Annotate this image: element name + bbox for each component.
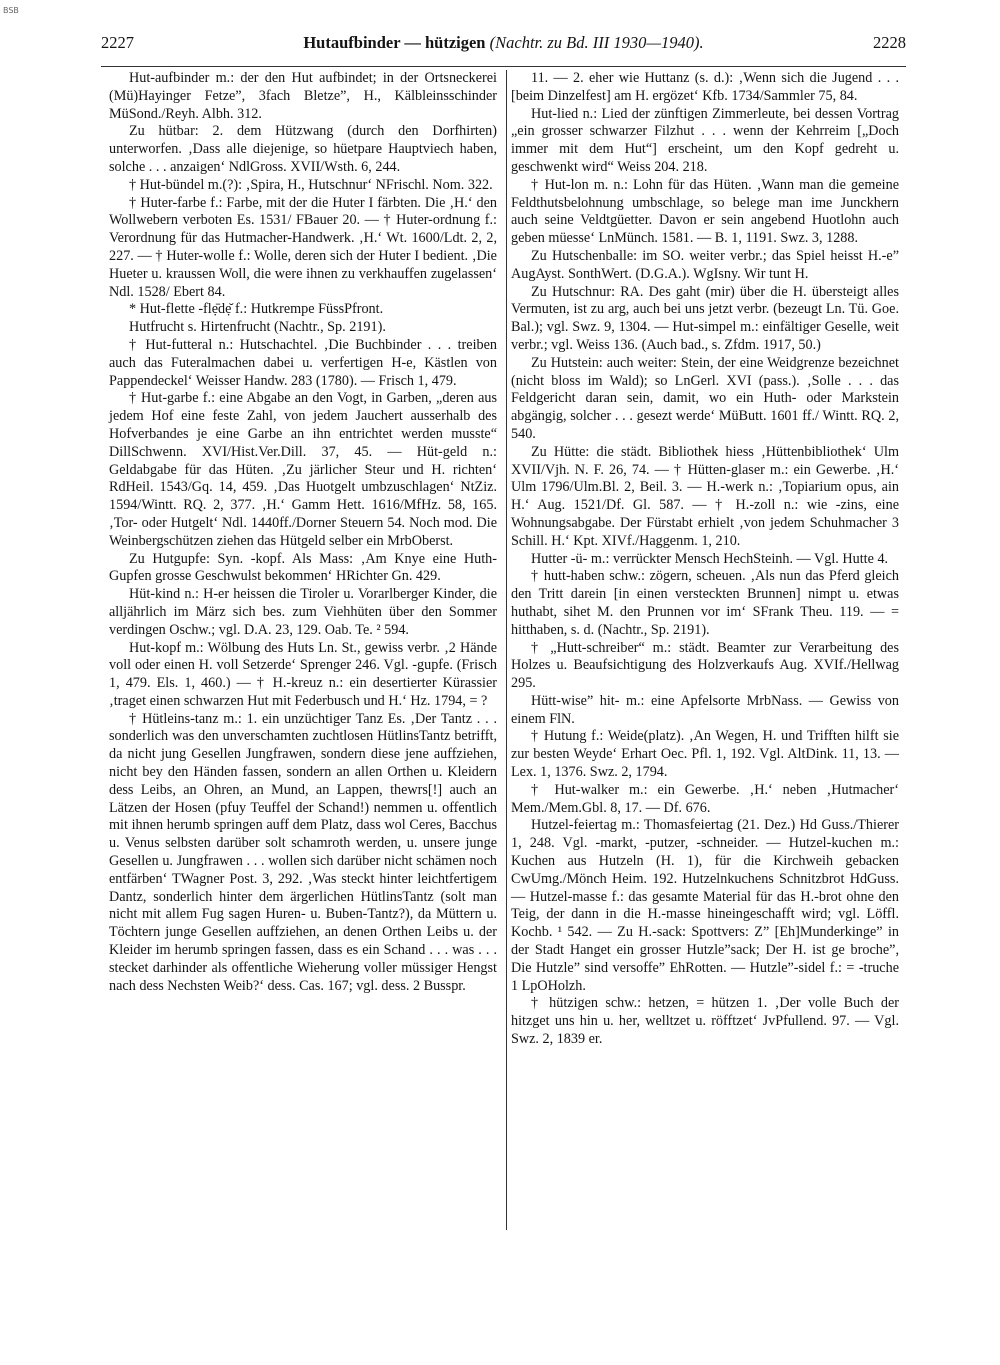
entry: † Huter-farbe f.: Farbe, mit der die Huter I färbten. Die ‚H.‘ den Wollwebern verboten Es. 1531/ FBauer 20. — † Huter-ordnung f.: Verordnung für das Hutmacher-Handwerk. ‚H.‘ Wt. 1600/Ldt. 2, 2, 227. — † Huter-wolle f.: Wolle, deren sich der Huter I bedient. ‚Die Hueter u. kraussen Woll, die were ihnen zu verkhauffen zugelassen‘ Ndl. 1528/ Ebert 84.	[109, 194, 497, 300]
running-title-suffix: (Nachtr. zu Bd. III 1930—1940).	[489, 33, 704, 52]
entry: Hut-kopf m.: Wölbung des Huts Ln. St., gewiss verbr. ‚2 Hände voll oder einen H. voll Setzerde‘ Sprenger 246. Vgl. -gupfe. (Frisch 1, 479. Els. 1, 460.) — † H.-kreuz n.: ein desertierter Kürassier ‚traget einen schwarzen Hut mit Federbusch und H.‘ Hz. 1794, = ?	[109, 639, 497, 709]
entry: Hutzel-feiertag m.: Thomasfeiertag (21. Dez.) Hd Guss./Thierer 1, 248. Vgl. -markt, -putzer, -schneider. — Hutzel-kuchen m.: Kuchen aus Hutzeln (H. 1), für die Kirchweih gebacken CwUmg./Mönch Heim. 192. Hutzelnkuchens Schnitzbrot HdGuss. — Hutzel-masse f.: das gesamte Material für das H.-brot ohne den Teig, der dann in die H.-masse hineingeschafft wird; vgl. Löffl. Kochb. ¹ 542. — Zu H.-sack: Spottvers: Z” [Eh]Munderkinge” in der Stadt Hanget ein grosser Hutzle”sack; Der H. ist ge broche”, Die Hutzle” sind versoffe” EhRotten. — Hutzle”-sidel f.: = -truche 1 LpOHolzh.	[511, 817, 899, 994]
entry: † hützigen schw.: hetzen, = hützen 1. ‚Der volle Buch der hitzget uns hin u. her, welltzet u. röfftzet‘ JvPfullend. 97. — Vgl. Swz. 2, 1839 er.	[511, 995, 899, 1048]
entry: Hüt-kind n.: H-er heissen die Tiroler u. Vorarlberger Kinder, die alljährlich im März sich bes. zum Viehhüten über den Sommer verdingen Oschw.; vgl. D.A. 23, 129. Oab. Te. ² 594.	[109, 586, 497, 638]
entry: † Hut-lon m. n.: Lohn für das Hüten. ‚Wann man die gemeine Feldthutsbelohnung umbschlage, so belege man ime Junckhern auch seine Veldtgüetter. Davon er sein angebend Huotlohn auch geben müesse‘ LnMünch. 1581. — B. 1, 1191. Swz. 3, 1288.	[511, 176, 899, 247]
entry: † Hutung f.: Weide(platz). ‚An Wegen, H. und Trifften hilft sie zur besten Weyde‘ Erhart Oec. Pfl. 1, 192. Vgl. AltDink. 11, 13. — Lex. 1, 1376. Swz. 2, 1794.	[511, 728, 899, 781]
column-divider	[506, 70, 507, 1230]
page-number-right: 2228	[873, 33, 906, 52]
entry: Hut-lied n.: Lied der zünftigen Zimmerleute, bei dessen Vortrag „ein grosser schwarzer Filzhut . . . wenn der Kehrreim [„Doch immer mit dem Hut“] erscheint, um den Kopf gedreht u. geschwenkt wird“ Weiss 204. 218.	[511, 105, 899, 175]
entry: 11. — 2. eher wie Huttanz (s. d.): ‚Wenn sich die Jugend . . . [beim Dinzelfest] am H. ergözet‘ Kfb. 1734/Sammler 75, 84.	[511, 70, 899, 104]
entry: Hutfrucht s. Hirtenfrucht (Nachtr., Sp. 2191).	[129, 319, 386, 336]
library-stamp: BSB	[3, 6, 19, 15]
entry: † hutt-haben schw.: zögern, scheuen. ‚Als nun das Pferd gleich den Tritt darein [in einen versteckten Brunnen] nimpt u. etwas huthabt, sihet M. den Prunnen vor im‘ SFrank Theu. 119. — = hitthaben, s. d. (Nachtr., Sp. 2191).	[511, 568, 899, 638]
entry: † Hut-garbe f.: eine Abgabe an den Vogt, in Garben, „deren aus jedem Hof eine feste Zahl, von jedem Jauchert ausserhalb des Hofverbandes je eine Garbe an ihn entrichtet werden musste“ DillSchwenn. XVI/Hist.Ver.Dill. 37, 45. — Hüt-geld n.: Geldabgabe für das Hüten. ‚Zu järlicher Steur und H. richten‘ RdHeil. 1543/Gq. 14, 459. ‚Das Huotgelt umbzuschlagen‘ NtZiz. 1594/Wintt. RQ. 2, 377. ‚H.‘ Gamm Hett. 1616/MfHz. 58, 165. ‚Tor- oder Hutgelt‘ Ndl. 1440ff./Dorner Steuern 54. Noch mod. Die Weinbergschützen ziehen das Hütgeld selber ein MrbOberst.	[109, 390, 497, 549]
entry: Hütt-wise” hit- m.: eine Apfelsorte MrbNass. — Gewiss von einem FlN.	[511, 692, 899, 727]
entry: Zu Hutgupfe: Syn. -kopf. Als Mass: ‚Am Knye eine Huth-Gupfen grosse Geschwulst bekommen‘ HRichter Gn. 429.	[109, 550, 497, 585]
running-title-lemma: Hutaufbinder — hützigen	[303, 33, 486, 52]
header-rule	[101, 66, 906, 67]
entry: † Hütleins-tanz m.: 1. ein unzüchtiger Tanz Es. ‚Der Tantz . . . sonderlich was den unverschamten zuchtlosen HütlinsTantz betrifft, da nicht jung Gesellen Jungfrawen, sondern diese jene auffziehen, nicht bey den Händen fassen, sondern an allen Orthen u. Kleidern dess Leibs, an Ohren, an Mund, an Lappen, thewrs[!] auch an Lätzen der Hosen (pfuy Teuffel der Schand!) nemmen u. offentlich mit ihnen herumb springen auff dem Platz, dass wol Ceres, Bacchus u. Venus selbsten darüber solt schamroth werden, u. unsere junge Gesellen u. Jungfrawen . . . wollen sich darüber nicht schämen noch entfärben‘ TWagner Post. 3, 292. ‚Was steckt hinter leichtfertigem Dantz, sonderlich hinter dem ärgerlichen HütlinsTantz (solt man nicht mit allem Fug sagen Huren- u. Buben-Tantz?), da Müttern u. Töchtern junge Gesellen auffziehen, an denen Orthen Leibs u. der Kleider im herumb springen fassen, dass es ein Schand . . . was . . . stecket darhinder als offentliche Wieherung voller müssiger Hengst nach dess Nechsten Weib?‘ dess. Cas. 167; vgl. dess. 2 Busspr.	[109, 710, 497, 994]
page-number-left: 2227	[101, 33, 134, 52]
entry: † Hut-walker m.: ein Gewerbe. ‚H.‘ neben ‚Hutmacher‘ Mem./Mem.Gbl. 8, 17. — Df. 676.	[511, 781, 899, 816]
left-column	[109, 70, 497, 995]
entry: Zu Hütte: die städt. Bibliothek hiess ‚Hüttenbibliothek‘ Ulm XVII/Vjh. N. F. 26, 74. — † Hütten-glaser m.: ein Gewerbe. ‚H.‘ Ulm 1796/Ulm.Bl. 2, Beil. 3. — H.-werk n.: ‚Topiarium opus, ain H.‘ Aug. 1521/Df. Gl. 587. — † H.-zoll n.: wie -zins, eine Wohnungsabgabe. Der Fürstabt erhielt ‚von jedem Schuhmacher 3 Schill. H.‘ Kpt. XIVf./Haggenm. 1, 210.	[511, 443, 899, 549]
page-header	[101, 30, 906, 56]
entry: Hut-aufbinder m.: der den Hut aufbindet; in der Ortsneckerei (Mü)Hayinger Fetze”, 3fach Bletze”, H., Kälbleinsschinder MüSond./Reyh. Albh. 312.	[109, 70, 497, 122]
entry: Zu Hutschnur: RA. Des gaht (mir) über die H. übersteigt alles Vermuten, ist zu arg, auch bei uns jetzt verbr. (bezeugt Ln. Tü. Goe. Bal.); vgl. Swz. 9, 1304. — Hut-simpel m.: einfältiger Geselle, weit verbr.; vgl. Weiss 136. (Auch bad., s. Zfdm. 1917, 50.)	[511, 283, 899, 353]
entry: † „Hutt-schreiber“ m.: städt. Beamter zur Verarbeitung des Holzes u. Beaufsichtigung des Holzverkaufs Aug. XVIf./Hellwag 295.	[511, 639, 899, 692]
entry: Zu hütbar: 2. dem Hützwang (durch den Dorfhirten) unterworfen. ‚Dass alle diejenige, so hüetpare Hauptviech haben, solche . . . anzaigen‘ NdlGross. XVII/Wsth. 6, 244.	[109, 123, 497, 175]
right-column	[511, 70, 899, 1049]
running-title	[101, 30, 906, 56]
entry: † Hut-bündel m.(?): ‚Spira, H., Hutschnur‘ NFrischl. Nom. 322.	[129, 176, 493, 193]
entry: * Hut-flette -flẹ̄dẹ̆ f.: Hutkrempe FüssPfront.	[129, 301, 384, 318]
entry: † Hut-futteral n.: Hutschachtel. ‚Die Buchbinder . . . treiben auch das Futeralmachen dabei u. verfertigen H-e, Kästlen von Pappendeckel‘ Weisser Handw. 283 (1780). — Frisch 1, 479.	[109, 336, 497, 389]
entry: Zu Hutschenballe: im SO. weiter verbr.; das Spiel heisst H.-e” AugAyst. SonthWert. (D.G.A.). WgIsny. Wir tunt H.	[511, 247, 899, 282]
entry: Zu Hutstein: auch weiter: Stein, der eine Weidgrenze bezeichnet (nicht bloss im Wald); so LnGerl. XVI (pass.). ‚Solle . . . das Feldgericht daran sein, damit, wo ein Huth- oder Markstein abgängig, solcher . . . gesezt werde‘ MüButt. 1601 ff./ Wintt. RQ. 2, 540.	[511, 354, 899, 442]
entry: Hutter -ü- m.: verrückter Mensch HechSteinh. — Vgl. Hutte 4.	[531, 550, 889, 567]
